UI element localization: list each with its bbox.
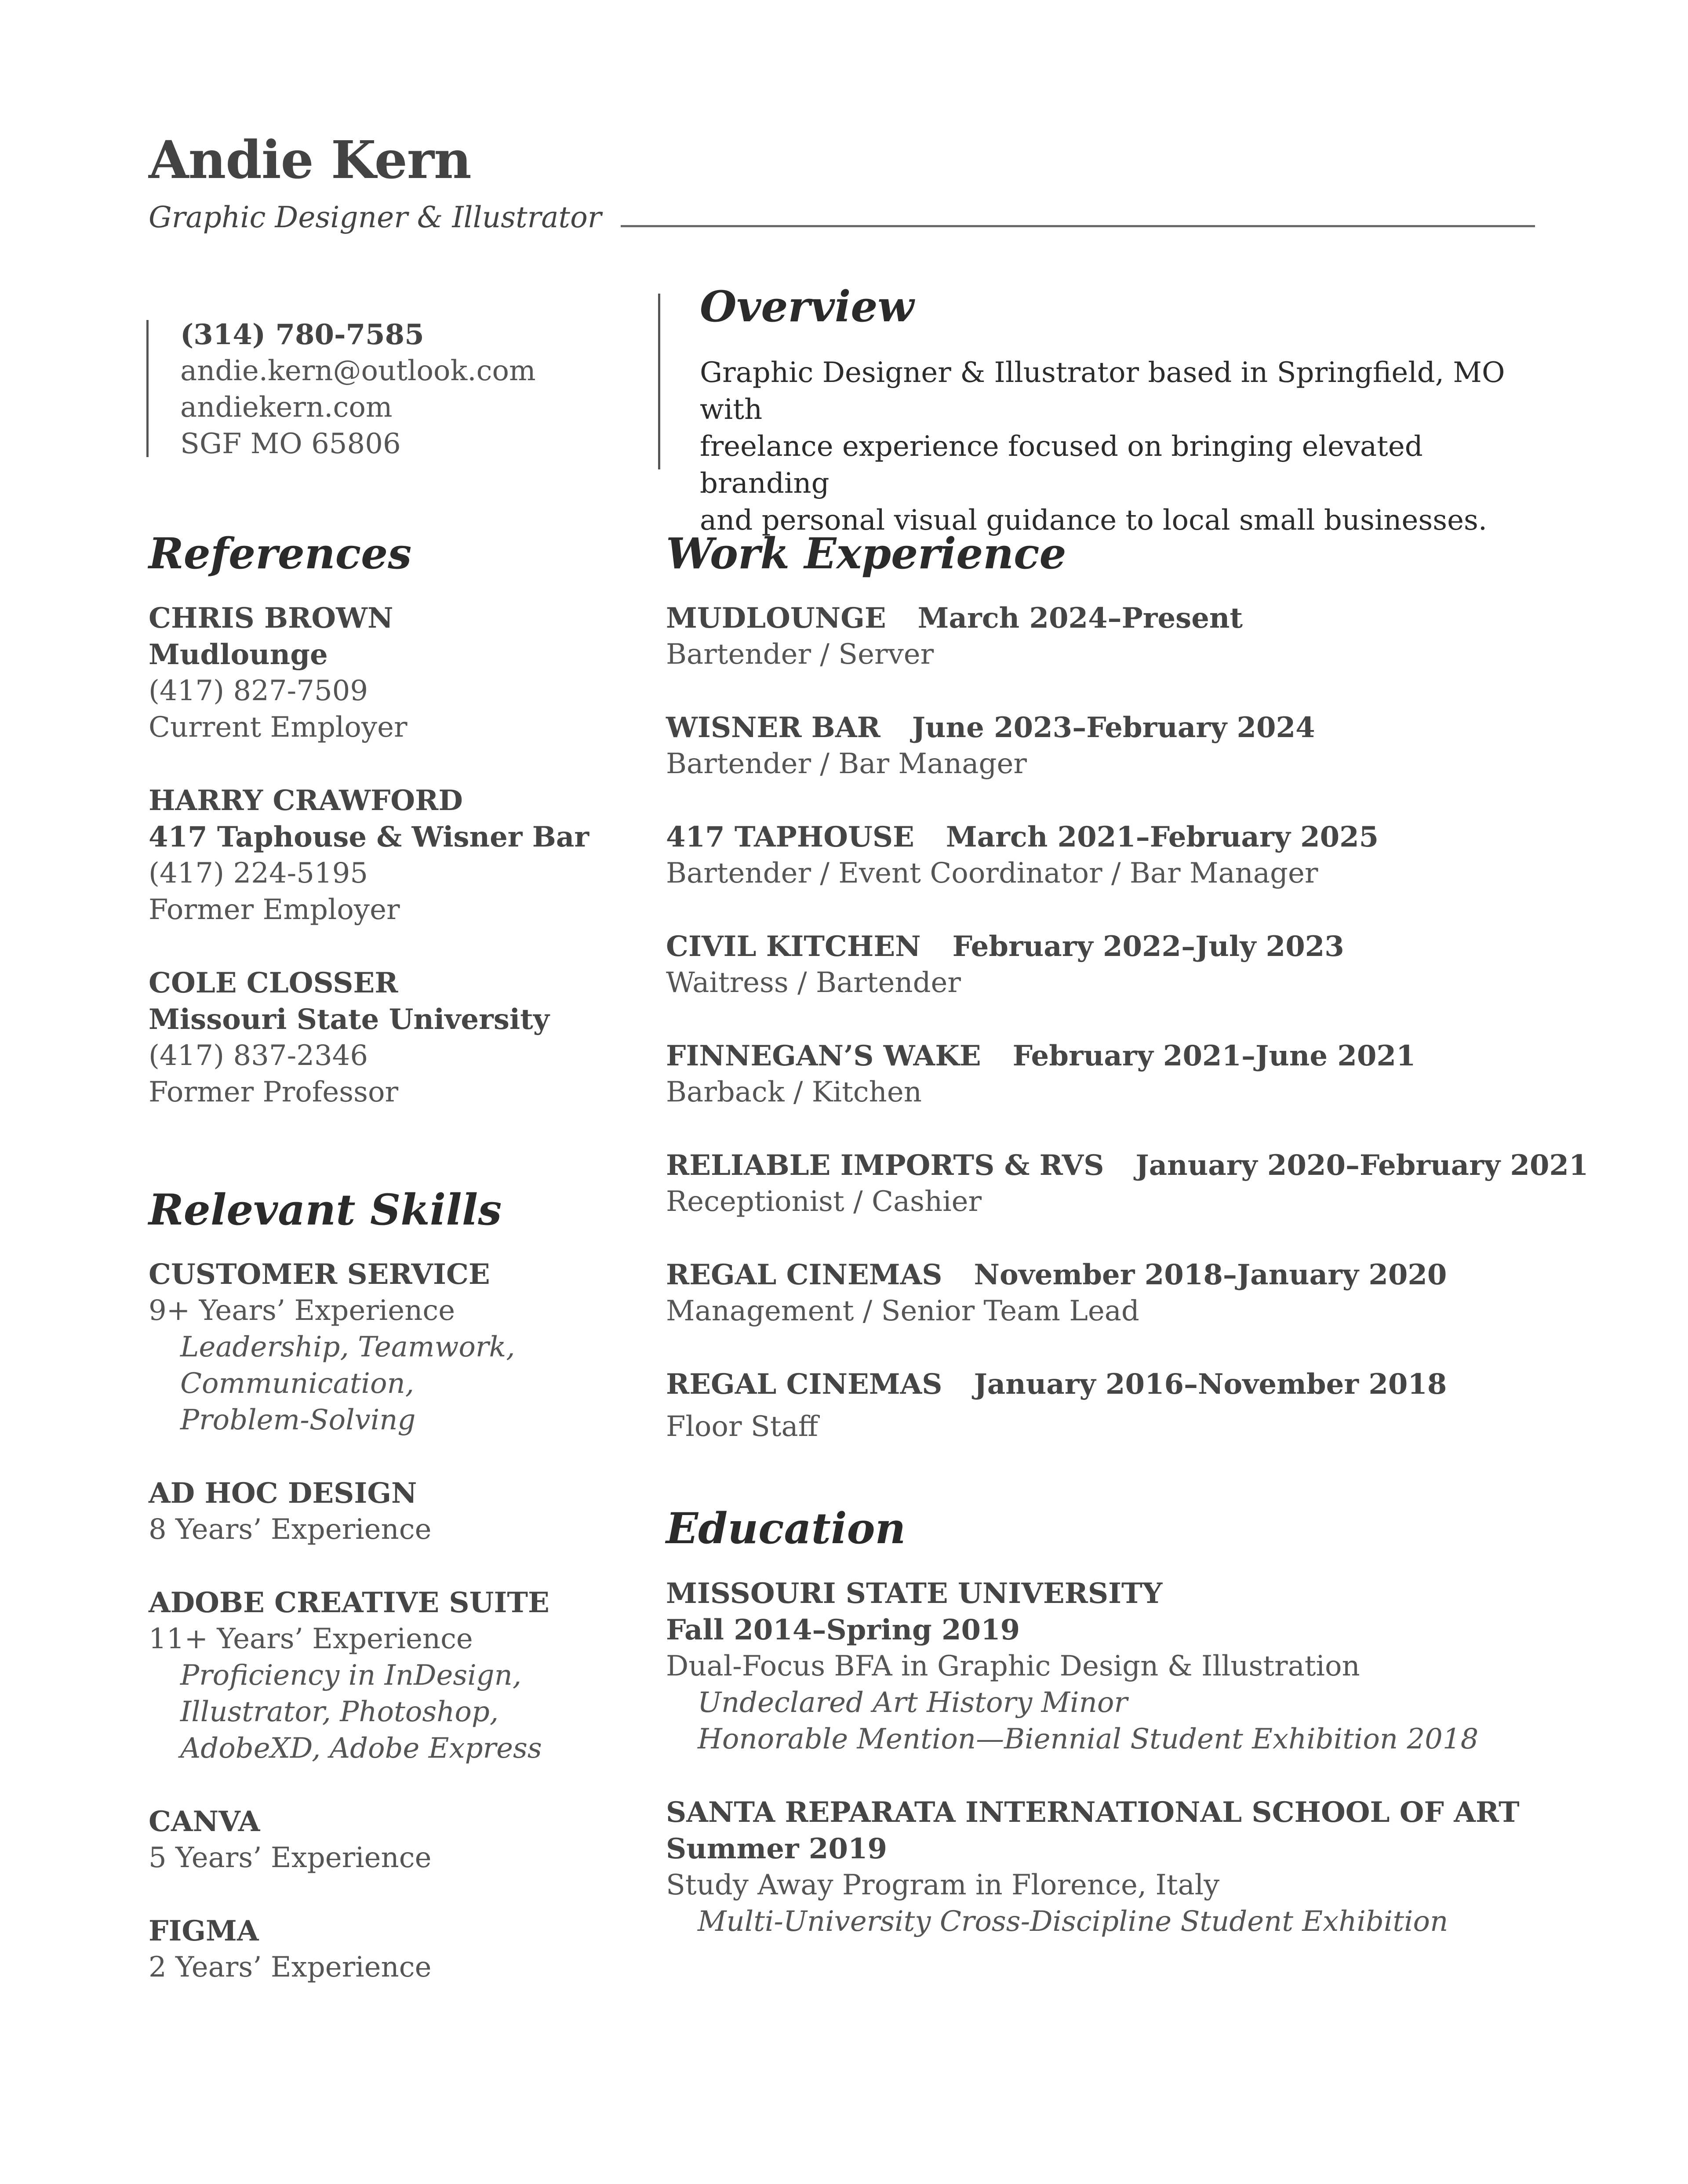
work-item	[666, 1147, 1588, 1220]
resume-tagline: Graphic Designer & Illustrator	[149, 200, 602, 234]
contact-block	[180, 316, 536, 462]
reference-org: Mudlounge	[149, 638, 328, 671]
reference-org: Missouri State University	[149, 1003, 549, 1036]
education-list	[666, 1575, 1520, 1940]
education-detail: Honorable Mention—Biennial Student Exhibition 2018	[698, 1723, 1479, 1755]
work-item	[666, 928, 1588, 1001]
work-role: Bartender / Event Coordinator / Bar Manager	[666, 857, 1318, 890]
reference-phone: (417) 827-7509	[149, 675, 368, 707]
work-company: CIVIL KITCHEN	[666, 930, 921, 963]
overview-line: Graphic Designer & Illustrator based in Springfield, MO with	[700, 356, 1505, 426]
work-dates: February 2022–July 2023	[952, 930, 1344, 963]
skill-detail: Leadership, Teamwork,	[180, 1331, 515, 1363]
work-role: Receptionist / Cashier	[666, 1185, 982, 1218]
work-item	[666, 1257, 1588, 1330]
work-role: Bartender / Bar Manager	[666, 748, 1027, 780]
work-role: Management / Senior Team Lead	[666, 1295, 1139, 1327]
work-item	[666, 600, 1588, 673]
skill-name: AD HOC DESIGN	[149, 1477, 417, 1510]
work-role: Barback / Kitchen	[666, 1076, 922, 1108]
skill-detail: Communication,	[180, 1367, 415, 1400]
work-company: RELIABLE IMPORTS & RVS	[666, 1149, 1104, 1182]
reference-relation: Former Professor	[149, 1076, 399, 1108]
header-divider	[621, 225, 1535, 227]
work-title: Work Experience	[666, 529, 1066, 578]
overview-line: freelance experience focused on bringing elevated branding	[700, 430, 1423, 500]
work-dates: January 2016–November 2018	[974, 1368, 1447, 1401]
skill-detail: Proficiency in InDesign,	[180, 1659, 522, 1692]
education-dates: Summer 2019	[666, 1832, 888, 1865]
work-company: REGAL CINEMAS	[666, 1258, 942, 1291]
reference-relation: Former Employer	[149, 894, 400, 926]
work-dates: February 2021–June 2021	[1012, 1039, 1416, 1072]
work-item	[666, 1038, 1588, 1111]
skill-item	[149, 1256, 549, 1439]
skill-item	[149, 1584, 549, 1767]
skill-item	[149, 1913, 549, 1986]
work-item	[666, 819, 1588, 892]
overview-line: and personal visual guidance to local small businesses.	[700, 504, 1488, 537]
contact-divider	[146, 320, 149, 457]
references-list	[149, 600, 589, 1111]
reference-item	[149, 782, 589, 928]
skill-detail: Problem-Solving	[180, 1404, 416, 1436]
education-title: Education	[666, 1504, 906, 1553]
reference-item	[149, 965, 589, 1111]
work-role: Bartender / Server	[666, 638, 934, 671]
education-school: SANTA REPARATA INTERNATIONAL SCHOOL OF ART	[666, 1796, 1520, 1829]
skill-years: 11+ Years’ Experience	[149, 1623, 473, 1655]
overview-title: Overview	[700, 282, 914, 331]
skill-detail: AdobeXD, Adobe Express	[180, 1732, 542, 1765]
education-detail: Undeclared Art History Minor	[698, 1686, 1128, 1719]
education-program: Dual-Focus BFA in Graphic Design & Illustration	[666, 1650, 1360, 1683]
overview-divider	[658, 294, 660, 469]
skill-name: CUSTOMER SERVICE	[149, 1258, 490, 1291]
skills-list	[149, 1256, 549, 1986]
skills-title: Relevant Skills	[149, 1185, 502, 1235]
work-role: Floor Staff	[666, 1410, 819, 1443]
overview-body	[700, 354, 1535, 539]
contact-phone: (314) 780-7585	[180, 318, 424, 351]
reference-org: 417 Taphouse & Wisner Bar	[149, 821, 589, 854]
skill-years: 8 Years’ Experience	[149, 1513, 432, 1546]
contact-website: andiekern.com	[180, 391, 393, 424]
work-role: Waitress / Bartender	[666, 967, 961, 999]
education-school: MISSOURI STATE UNIVERSITY	[666, 1577, 1163, 1610]
skill-item	[149, 1803, 549, 1876]
skill-item	[149, 1475, 549, 1548]
work-dates: March 2021–February 2025	[946, 821, 1379, 854]
skill-name: FIGMA	[149, 1915, 259, 1948]
work-company: MUDLOUNGE	[666, 602, 886, 635]
work-item	[666, 709, 1588, 782]
reference-item	[149, 600, 589, 746]
references-title: References	[149, 529, 412, 578]
skill-name: CANVA	[149, 1805, 260, 1838]
work-company: WISNER BAR	[666, 711, 880, 744]
work-dates: November 2018–January 2020	[974, 1258, 1447, 1291]
work-company: 417 TAPHOUSE	[666, 821, 914, 854]
reference-name: HARRY CRAWFORD	[149, 784, 463, 817]
reference-phone: (417) 224-5195	[149, 857, 368, 890]
resume-name: Andie Kern	[149, 129, 471, 190]
education-item	[666, 1575, 1520, 1758]
reference-phone: (417) 837-2346	[149, 1039, 368, 1072]
reference-name: CHRIS BROWN	[149, 602, 393, 635]
work-company: FINNEGAN’S WAKE	[666, 1039, 981, 1072]
work-list	[666, 600, 1588, 1445]
work-dates: March 2024–Present	[917, 602, 1243, 635]
work-company: REGAL CINEMAS	[666, 1368, 942, 1401]
work-dates: June 2023–February 2024	[912, 711, 1315, 744]
skill-years: 9+ Years’ Experience	[149, 1294, 455, 1327]
education-program: Study Away Program in Florence, Italy	[666, 1869, 1220, 1901]
skill-name: ADOBE CREATIVE SUITE	[149, 1586, 549, 1619]
education-dates: Fall 2014–Spring 2019	[666, 1613, 1020, 1646]
contact-email: andie.kern@outlook.com	[180, 355, 536, 387]
skill-years: 2 Years’ Experience	[149, 1951, 432, 1984]
education-item	[666, 1794, 1520, 1940]
work-item	[666, 1366, 1588, 1445]
skill-years: 5 Years’ Experience	[149, 1842, 432, 1874]
skill-detail: Illustrator, Photoshop,	[180, 1696, 499, 1728]
reference-relation: Current Employer	[149, 711, 407, 744]
contact-location: SGF MO 65806	[180, 428, 401, 460]
education-detail: Multi-University Cross-Discipline Student Exhibition	[698, 1905, 1448, 1938]
work-dates: January 2020–February 2021	[1135, 1149, 1589, 1182]
reference-name: COLE CLOSSER	[149, 967, 398, 999]
